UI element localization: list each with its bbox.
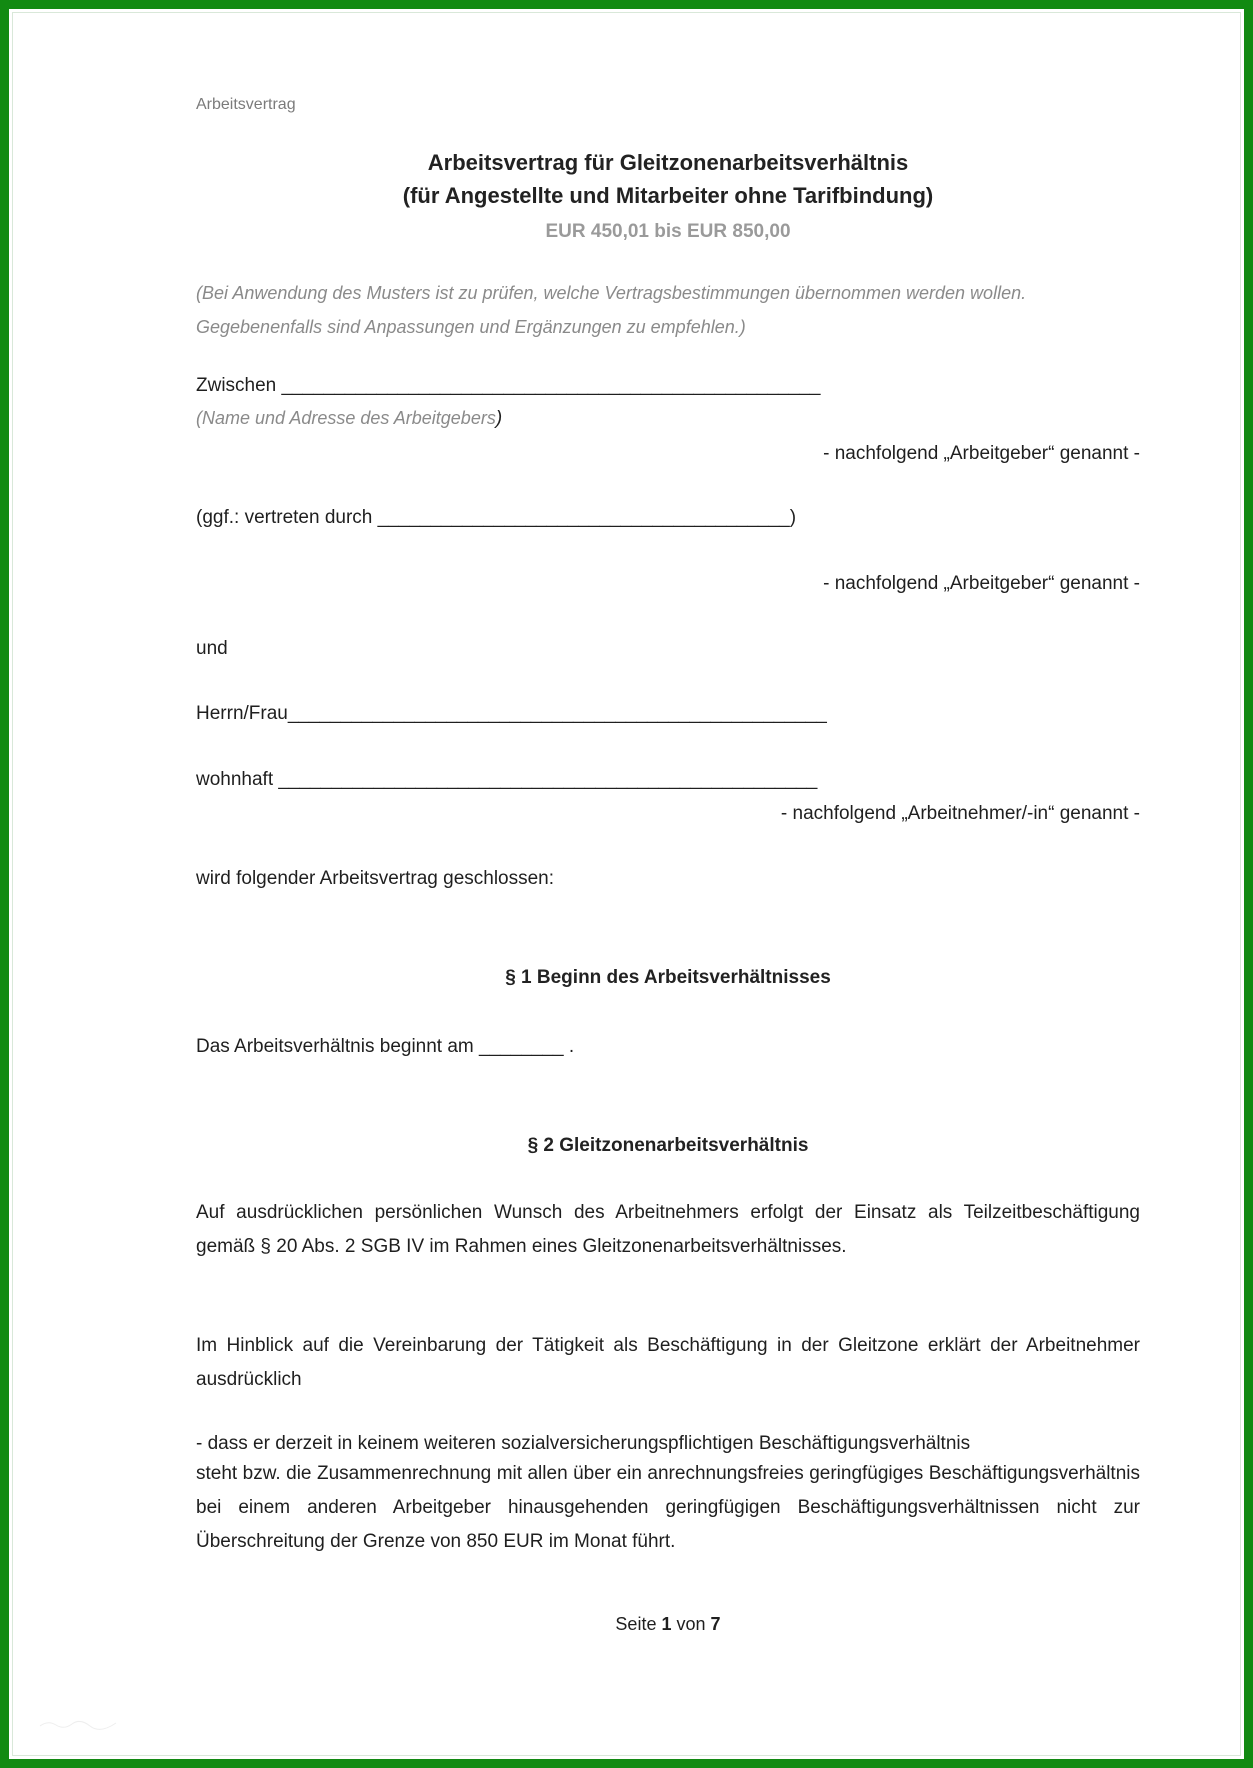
- footer-total-pages: 7: [710, 1614, 721, 1634]
- vertreten-line: (ggf.: vertreten durch _______________________________________): [196, 507, 797, 528]
- section-2-heading: § 2 Gleitzonenarbeitsverhältnis: [527, 1135, 809, 1156]
- running-header: Arbeitsvertrag: [196, 96, 296, 113]
- declaration-line-1: - dass er derzeit in keinem weiteren sozialversicherungspflichtigen Beschäftigungsverhältnis: [196, 1433, 971, 1454]
- herrn-frau-line: Herrn/Frau___________________________________________________: [196, 703, 827, 724]
- footer-current-page: 1: [661, 1614, 672, 1634]
- employer-designation-2: - nachfolgend „Arbeitgeber“ genannt -: [823, 573, 1140, 594]
- employer-designation-1: - nachfolgend „Arbeitgeber“ genannt -: [823, 443, 1140, 464]
- declaration-continuation: steht bzw. die Zusammenrechnung mit allen über ein anrechnungsfreies geringfügiges Beschäftigungsverhältnis bei einem anderen Arbeitgeber hinausgehenden geringfügigen Beschäftigungsverhältnissen nicht zur Überschreitung der Grenze von 850 EUR im Monat führt.: [196, 1463, 1140, 1552]
- employer-name-hint: [196, 408, 502, 430]
- document-subtitle: (für Angestellte und Mitarbeiter ohne Tarifbindung): [402, 183, 934, 208]
- section-1-text: Das Arbeitsverhältnis beginnt am ________ .: [196, 1036, 575, 1057]
- footer-von: von: [676, 1614, 706, 1634]
- und-text: und: [196, 638, 228, 659]
- salary-range: EUR 450,01 bis EUR 850,00: [545, 221, 791, 242]
- zwischen-line: Zwischen ___________________________________________________: [196, 375, 821, 396]
- footer-seite: Seite: [615, 1614, 657, 1634]
- employer-name-hint-text: (Name und Adresse des Arbeitgebers: [196, 408, 496, 428]
- section-2-paragraph-1: Auf ausdrücklichen persönlichen Wunsch des Arbeitnehmers erfolgt der Einsatz als Teilzeitbeschäftigung gemäß § 20 Abs. 2 SGB IV im Rahmen eines Gleitzonenarbeitsverhältnisses.: [196, 1202, 1140, 1257]
- section-1-heading: § 1 Beginn des Arbeitsverhältnisses: [505, 967, 831, 988]
- section-2-paragraph-2: Im Hinblick auf die Vereinbarung der Tätigkeit als Beschäftigung in der Gleitzone erklärt der Arbeitnehmer ausdrücklich: [196, 1335, 1140, 1390]
- contract-closing-line: wird folgender Arbeitsvertrag geschlossen:: [196, 868, 555, 889]
- employee-designation: - nachfolgend „Arbeitnehmer/-in“ genannt -: [780, 803, 1140, 824]
- wohnhaft-line: wohnhaft ___________________________________________________: [196, 769, 818, 790]
- employer-name-hint-close: ): [495, 408, 503, 429]
- usage-note: (Bei Anwendung des Musters ist zu prüfen, welche Vertragsbestimmungen übernommen werden wollen. Gegebenenfalls sind Anpassungen und Ergänzungen zu empfehlen.): [196, 283, 1027, 337]
- document-title: Arbeitsvertrag für Gleitzonenarbeitsverhältnis: [427, 150, 909, 175]
- faint-watermark-mark: [38, 1718, 118, 1730]
- page-number-footer: [196, 1614, 1140, 1635]
